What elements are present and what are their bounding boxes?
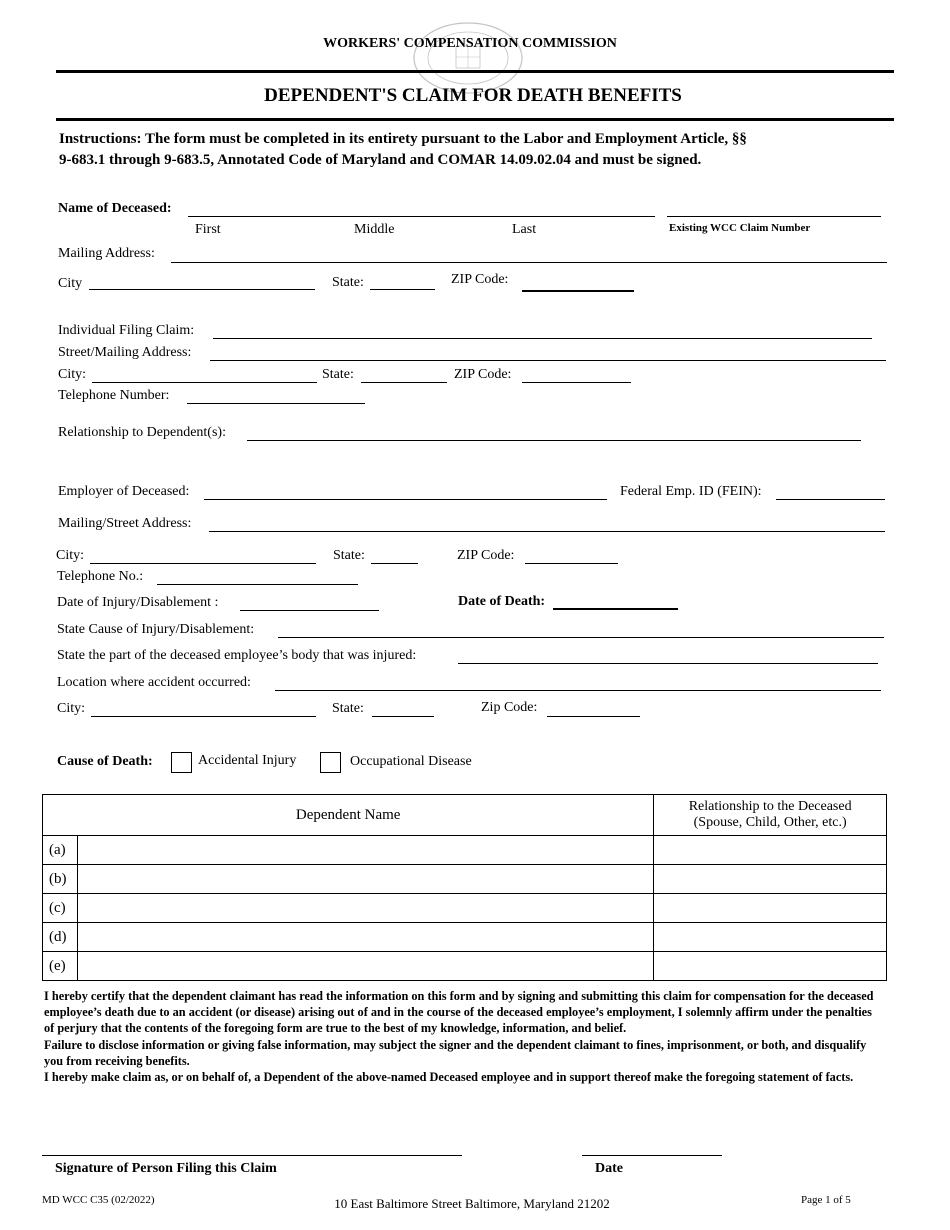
table-header-row bbox=[43, 795, 887, 836]
employer-mailing-label: Mailing/Street Address: bbox=[58, 516, 192, 531]
injury-date-label: Date of Injury/Disablement : bbox=[57, 595, 219, 610]
last-name-caption: Last bbox=[512, 222, 537, 237]
fein-label: Federal Emp. ID (FEIN): bbox=[620, 484, 762, 499]
location-city-field[interactable] bbox=[91, 716, 316, 717]
injury-date-field[interactable] bbox=[240, 610, 379, 611]
employer-phone-field[interactable] bbox=[157, 584, 358, 585]
accidental-injury-label: Accidental Injury bbox=[198, 753, 297, 768]
death-date-label: Date of Death: bbox=[458, 594, 546, 609]
body-part-label: State the part of the deceased employee’s body that was injured: bbox=[57, 648, 417, 663]
instructions-line1: Instructions: The form must be completed in its entirety pursuant to the Labor and Employment Article, §§ bbox=[59, 131, 747, 147]
signature-label: Signature of Person Filing this Claim bbox=[55, 1161, 277, 1176]
deceased-name-field[interactable] bbox=[188, 216, 655, 217]
location-zip-label: Zip Code: bbox=[481, 700, 538, 715]
header-rule-top bbox=[56, 70, 894, 73]
occupational-disease-label: Occupational Disease bbox=[350, 754, 472, 769]
employer-state-label: State: bbox=[333, 548, 365, 563]
relationship-label: Relationship to Dependent(s): bbox=[58, 425, 226, 440]
claimant-phone-label: Telephone Number: bbox=[58, 388, 170, 403]
deceased-mailing-label: Mailing Address: bbox=[58, 246, 155, 261]
claimant-street-label: Street/Mailing Address: bbox=[58, 345, 192, 360]
individual-filing-field[interactable] bbox=[213, 338, 872, 339]
dependent-name-cell[interactable] bbox=[78, 952, 654, 981]
fein-field[interactable] bbox=[776, 499, 885, 500]
relationship-header-line2: (Spouse, Child, Other, etc.) bbox=[693, 815, 847, 830]
commission-seal-logo bbox=[412, 22, 524, 94]
claimant-zip-field[interactable] bbox=[522, 382, 631, 383]
location-state-label: State: bbox=[332, 701, 364, 716]
location-state-field[interactable] bbox=[372, 716, 434, 717]
cause-injury-field[interactable] bbox=[278, 637, 884, 638]
death-date-field[interactable] bbox=[553, 608, 678, 610]
dependent-name-header: Dependent Name bbox=[43, 795, 654, 836]
relationship-cell[interactable] bbox=[654, 865, 887, 894]
header-rule-bottom bbox=[56, 118, 894, 121]
table-row bbox=[43, 836, 887, 865]
first-name-caption: First bbox=[195, 222, 221, 237]
employer-city-label: City: bbox=[56, 548, 85, 563]
employer-phone-label: Telephone No.: bbox=[57, 569, 144, 584]
deceased-city-label: City bbox=[58, 276, 83, 291]
certification-paragraph-3: I hereby make claim as, or on behalf of, a Dependent of the above-named Deceased employee and in support thereof make the foregoing statement of facts. bbox=[44, 1070, 854, 1085]
table-row bbox=[43, 923, 887, 952]
relationship-field[interactable] bbox=[247, 440, 861, 441]
employer-city-field[interactable] bbox=[90, 563, 316, 564]
deceased-mailing-field[interactable] bbox=[171, 262, 887, 263]
agency-name: WORKERS' COMPENSATION COMMISSION bbox=[323, 36, 617, 51]
dependent-name-cell[interactable] bbox=[78, 865, 654, 894]
row-label: (d) bbox=[43, 923, 78, 952]
dependent-name-cell[interactable] bbox=[78, 923, 654, 952]
row-label: (a) bbox=[43, 836, 78, 865]
claimant-state-field[interactable] bbox=[361, 382, 447, 383]
dependent-name-cell[interactable] bbox=[78, 894, 654, 923]
employer-field[interactable] bbox=[204, 499, 607, 500]
individual-filing-label: Individual Filing Claim: bbox=[58, 323, 195, 338]
row-label: (e) bbox=[43, 952, 78, 981]
form-id: MD WCC C35 (02/2022) bbox=[42, 1194, 155, 1206]
claimant-city-label: City: bbox=[58, 367, 87, 382]
deceased-city-field[interactable] bbox=[89, 289, 315, 290]
dependent-name-cell[interactable] bbox=[78, 836, 654, 865]
certification-paragraph-1: I hereby certify that the dependent claimant has read the information on this form and by signing and submitting this claim for compensation for the deceased employee’s death due to an accident (or disease) arising out of and in the course of the deceased employee’s employment, I solemnly affirm under the penalties of perjury that the contents of the foregoing form are true to the best of my knowledge, information, and belief. bbox=[44, 989, 874, 1036]
accident-location-field[interactable] bbox=[275, 690, 881, 691]
claimant-state-label: State: bbox=[322, 367, 354, 382]
deceased-zip-label: ZIP Code: bbox=[451, 272, 509, 287]
dependents-table bbox=[42, 794, 887, 981]
relationship-cell[interactable] bbox=[654, 894, 887, 923]
employer-state-field[interactable] bbox=[371, 563, 418, 564]
location-city-label: City: bbox=[57, 701, 86, 716]
employer-mailing-field[interactable] bbox=[209, 531, 885, 532]
employer-label: Employer of Deceased: bbox=[58, 484, 190, 499]
table-row bbox=[43, 865, 887, 894]
table-row bbox=[43, 952, 887, 981]
cause-of-death-label: Cause of Death: bbox=[57, 754, 153, 769]
claimant-zip-label: ZIP Code: bbox=[454, 367, 512, 382]
employer-zip-field[interactable] bbox=[525, 563, 618, 564]
relationship-cell[interactable] bbox=[654, 952, 887, 981]
location-zip-field[interactable] bbox=[547, 716, 640, 717]
relationship-header bbox=[654, 795, 887, 836]
signature-field[interactable] bbox=[42, 1155, 462, 1156]
table-row bbox=[43, 894, 887, 923]
claim-number-field[interactable] bbox=[667, 216, 881, 217]
page-number: Page 1 of 5 bbox=[801, 1194, 851, 1206]
certification-paragraph-2: Failure to disclose information or giving false information, may subject the signer and the dependent claimant to fines, imprisonment, or both, and disqualify you from receiving benefits. bbox=[44, 1037, 867, 1068]
cause-injury-label: State Cause of Injury/Disablement: bbox=[57, 622, 255, 637]
employer-zip-label: ZIP Code: bbox=[457, 548, 515, 563]
accidental-injury-checkbox[interactable] bbox=[171, 752, 192, 773]
footer-address: 10 East Baltimore Street Baltimore, Maryland 21202 bbox=[334, 1196, 610, 1211]
deceased-zip-field[interactable] bbox=[522, 290, 634, 292]
form-title: DEPENDENT'S CLAIM FOR DEATH BENEFITS bbox=[264, 85, 682, 106]
relationship-header-line1: Relationship to the Deceased bbox=[688, 799, 852, 814]
claim-number-label: Existing WCC Claim Number bbox=[669, 222, 811, 234]
middle-name-caption: Middle bbox=[354, 222, 395, 237]
body-part-field[interactable] bbox=[458, 663, 878, 664]
deceased-state-label: State: bbox=[332, 275, 364, 290]
date-label: Date bbox=[595, 1161, 623, 1176]
claimant-phone-field[interactable] bbox=[187, 403, 365, 404]
relationship-cell[interactable] bbox=[654, 836, 887, 865]
instructions-line2: 9-683.1 through 9-683.5, Annotated Code of Maryland and COMAR 14.09.02.04 and must be signed. bbox=[59, 152, 702, 168]
row-label: (b) bbox=[43, 865, 78, 894]
row-label: (c) bbox=[43, 894, 78, 923]
relationship-cell[interactable] bbox=[654, 923, 887, 952]
accident-location-label: Location where accident occurred: bbox=[57, 675, 251, 690]
occupational-disease-checkbox[interactable] bbox=[320, 752, 341, 773]
claimant-city-field[interactable] bbox=[92, 382, 317, 383]
date-field[interactable] bbox=[582, 1155, 722, 1156]
deceased-state-field[interactable] bbox=[370, 289, 435, 290]
claimant-street-field[interactable] bbox=[210, 360, 886, 361]
certification-text bbox=[44, 988, 874, 1085]
deceased-name-label: Name of Deceased: bbox=[58, 201, 172, 216]
